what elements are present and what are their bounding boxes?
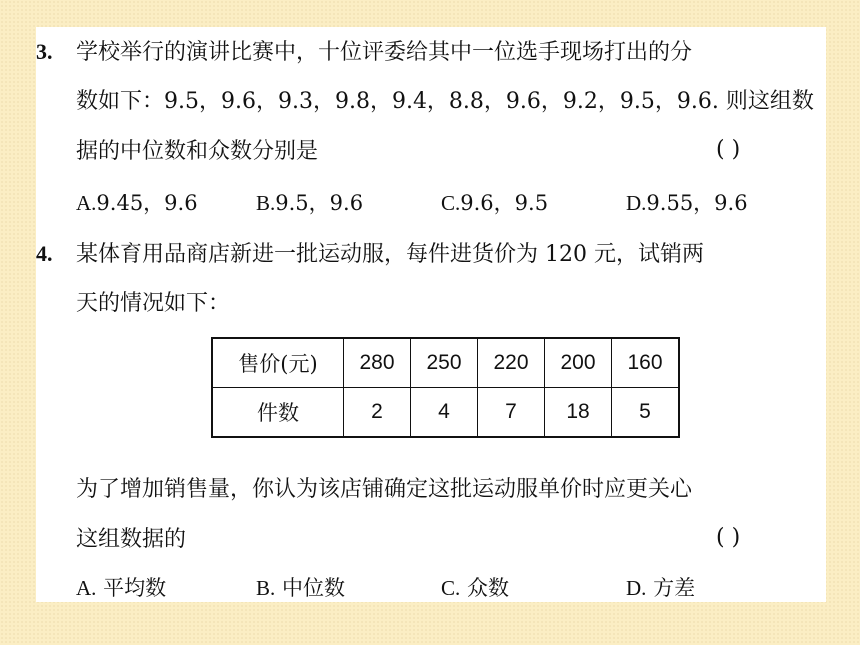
table-cell: 220 — [478, 338, 545, 388]
q3-line-1 — [36, 37, 692, 68]
q4-text-2: 天的情况如下： — [76, 291, 231, 316]
table-cell: 18 — [545, 388, 612, 438]
q4-line-1 — [36, 239, 704, 270]
q4-option-b[interactable]: B. 中位数 — [256, 576, 345, 600]
table-cell: 160 — [612, 338, 680, 388]
q3-text-2: 数如下：9.5，9.6，9.3，9.8，9.4，8.8，9.6，9.2，9.5，9.6. 则这组数 — [76, 89, 814, 114]
table-header-count: 件数 — [212, 388, 344, 438]
q3-answer-paren: ( ) — [716, 137, 741, 162]
q4-text-3: 为了增加销售量，你认为该店铺确定这批运动服单价时应更关心 — [76, 477, 693, 502]
q4-option-a[interactable]: A. 平均数 — [76, 576, 167, 600]
table-cell: 280 — [344, 338, 411, 388]
q4-text-4: 这组数据的 — [76, 527, 187, 552]
table-row-price — [212, 338, 679, 388]
q4-text-1: 某体育用品商店新进一批运动服，每件进货价为 120 元，试销两 — [76, 242, 704, 267]
worksheet-page — [36, 27, 826, 602]
q3-text-3: 据的中位数和众数分别是 — [76, 139, 319, 164]
table-cell: 7 — [478, 388, 545, 438]
q3-option-d[interactable]: D.9.55，9.6 — [626, 191, 748, 215]
table-cell: 5 — [612, 388, 680, 438]
table-row-count — [212, 388, 679, 438]
q4-number: 4. — [36, 241, 53, 266]
q4-option-d[interactable]: D. 方差 — [626, 576, 696, 600]
table-cell: 200 — [545, 338, 612, 388]
q3-option-a[interactable]: A.9.45，9.6 — [76, 191, 198, 215]
table-cell: 250 — [411, 338, 478, 388]
q4-answer-paren: ( ) — [716, 525, 741, 550]
table-header-price: 售价(元) — [212, 338, 344, 388]
table-cell: 2 — [344, 388, 411, 438]
q3-option-c[interactable]: C.9.6，9.5 — [441, 191, 549, 215]
q3-option-b[interactable]: B.9.5，9.6 — [256, 191, 364, 215]
sales-table — [211, 337, 680, 438]
q3-number: 3. — [36, 39, 53, 64]
q3-text-1: 学校举行的演讲比赛中，十位评委给其中一位选手现场打出的分 — [76, 40, 693, 65]
q4-option-c[interactable]: C. 众数 — [441, 576, 509, 600]
table-cell: 4 — [411, 388, 478, 438]
